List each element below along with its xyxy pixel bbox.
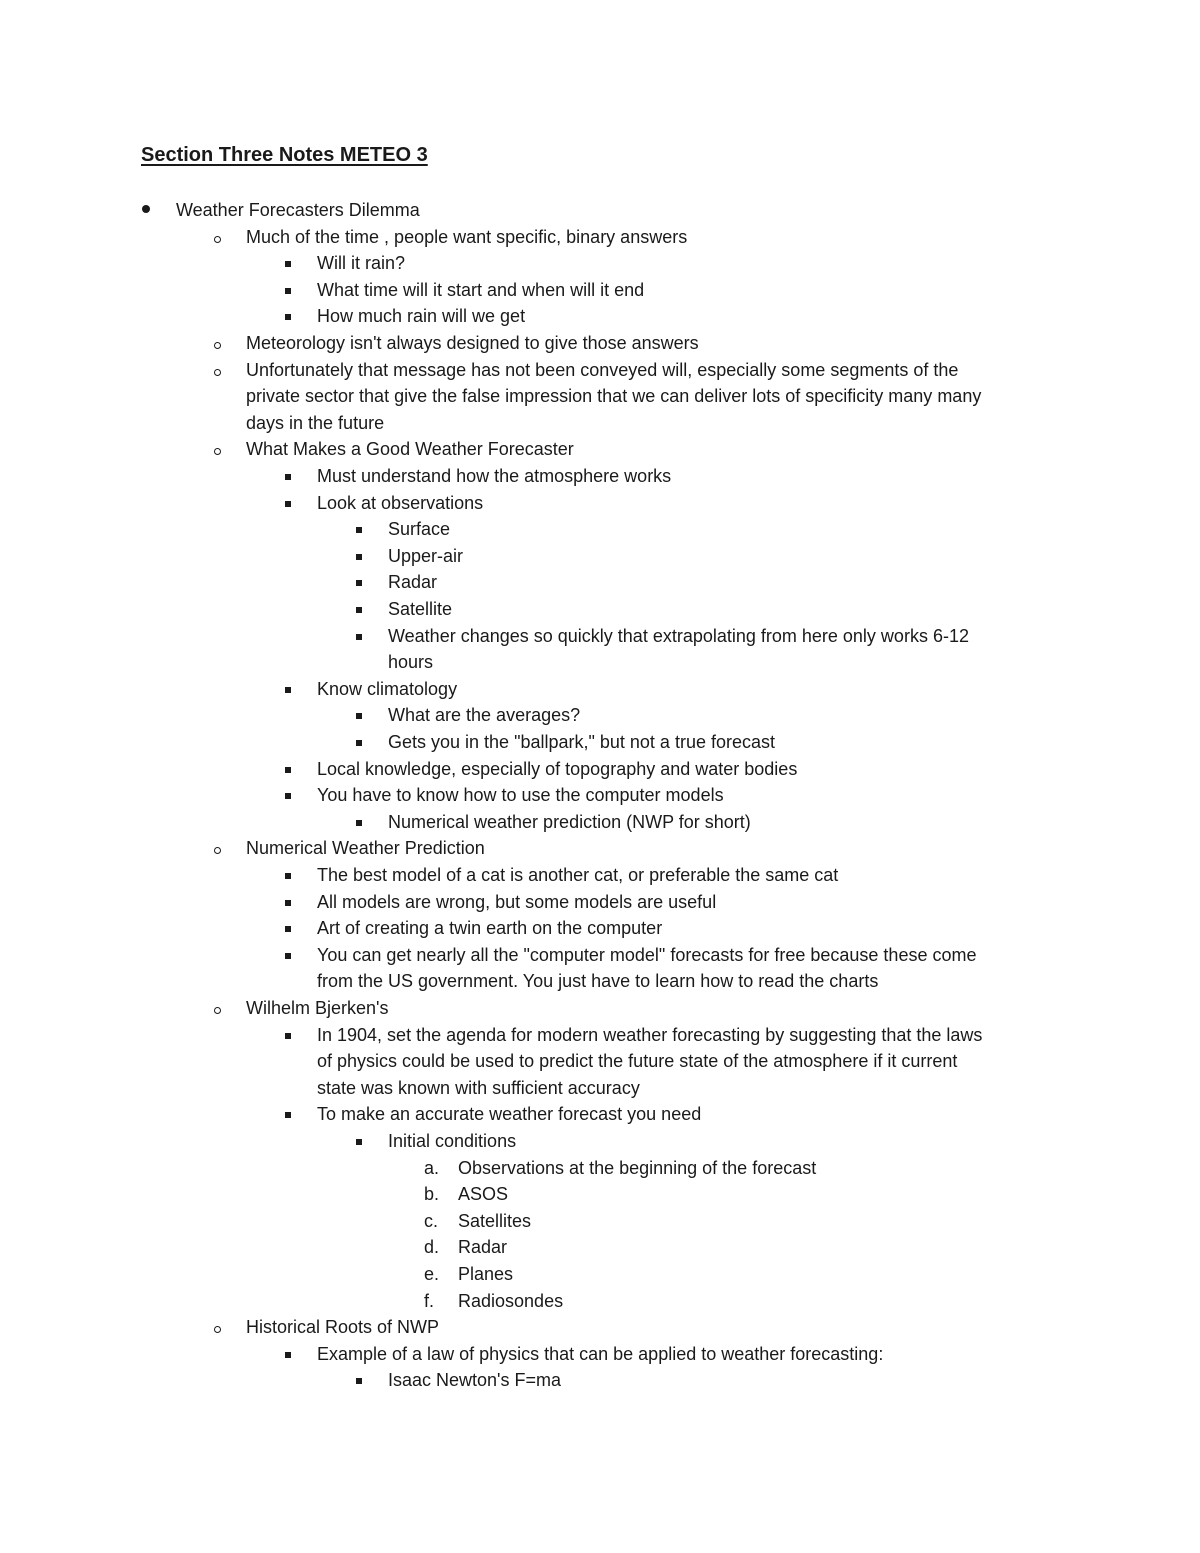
list-letter-marker: c. <box>424 1210 439 1231</box>
note-line: Must understand how the atmosphere works <box>317 466 672 486</box>
bullet-square-icon <box>285 474 291 480</box>
note-line: state was known with sufficient accuracy <box>317 1077 640 1098</box>
bullet-dot-icon <box>142 205 150 213</box>
bullet-circle-icon <box>214 236 221 243</box>
bullet-circle-icon <box>214 847 221 854</box>
bullet-square-icon <box>285 1033 291 1039</box>
note-line: Know climatology <box>317 678 458 699</box>
bullet-square-icon <box>356 1139 362 1145</box>
note-line: from the US government. You just have to learn how to read the charts <box>317 971 879 992</box>
bullet-square-icon <box>356 634 362 640</box>
note-line: Look at observations <box>317 492 484 513</box>
list-letter-marker: f. <box>424 1290 435 1311</box>
note-line: Upper-air <box>388 545 464 566</box>
bullet-square-icon <box>285 793 291 799</box>
note-line: ASOS <box>458 1184 509 1205</box>
note-line: What time will it start and when will it end <box>317 279 645 300</box>
note-line: Gets you in the "ballpark," but not a true forecast <box>388 732 775 752</box>
note-line: Satellite <box>388 599 453 619</box>
note-line: Radiosondes <box>458 1290 564 1311</box>
note-line: Local knowledge, especially of topography and water bodies <box>317 758 798 779</box>
bullet-circle-icon <box>214 1326 221 1333</box>
bullet-circle-icon <box>214 342 221 349</box>
list-letter-marker: a. <box>424 1157 440 1178</box>
bullet-square-icon <box>356 580 362 586</box>
note-line: Weather Forecasters Dilemma <box>176 200 420 220</box>
bullet-square-icon <box>285 501 291 507</box>
bullet-square-icon <box>356 820 362 826</box>
bullet-square-icon <box>356 607 362 613</box>
note-line: Meteorology isn't always designed to give those answers <box>246 333 699 353</box>
note-line: days in the future <box>246 412 385 433</box>
page-title: Section Three Notes METEO 3 <box>141 144 428 166</box>
bullet-square-icon <box>285 314 291 320</box>
list-letter-marker: d. <box>424 1237 440 1258</box>
note-line: Numerical Weather Prediction <box>246 838 485 859</box>
bullet-circle-icon <box>214 448 221 455</box>
note-line: Radar <box>458 1237 508 1258</box>
bullet-square-icon <box>356 1378 362 1384</box>
bullet-square-icon <box>285 900 291 906</box>
bullet-circle-icon <box>214 1007 221 1014</box>
bullet-square-icon <box>356 554 362 560</box>
note-line: Planes <box>458 1264 514 1284</box>
note-line: You have to know how to use the computer models <box>317 785 724 806</box>
note-line: What are the averages? <box>388 705 581 726</box>
note-line: Will it rain? <box>317 253 406 274</box>
note-line: Satellites <box>458 1210 532 1231</box>
bullet-square-icon <box>356 527 362 533</box>
note-line: The best model of a cat is another cat, or preferable the same cat <box>317 865 839 885</box>
note-line: Example of a law of physics that can be applied to weather forecasting: <box>317 1343 884 1364</box>
note-line: Numerical weather prediction (NWP for short) <box>388 811 751 832</box>
note-line: To make an accurate weather forecast you need <box>317 1104 702 1125</box>
note-line: Weather changes so quickly that extrapolating from here only works 6-12 <box>388 625 969 646</box>
note-line: Art of creating a twin earth on the computer <box>317 918 663 939</box>
note-line: All models are wrong, but some models are useful <box>317 891 717 912</box>
note-line: Isaac Newton's F=ma <box>388 1370 562 1391</box>
bullet-square-icon <box>285 953 291 959</box>
list-letter-marker: b. <box>424 1184 440 1205</box>
bullet-square-icon <box>285 926 291 932</box>
bullet-square-icon <box>285 288 291 294</box>
bullet-square-icon <box>285 1352 291 1358</box>
bullet-square-icon <box>285 767 291 773</box>
bullet-square-icon <box>356 713 362 719</box>
note-line: Unfortunately that message has not been conveyed will, especially some segments of the <box>246 359 959 380</box>
bullet-square-icon <box>356 740 362 746</box>
note-line: hours <box>388 652 434 673</box>
note-line: Radar <box>388 572 438 593</box>
note-line: Historical Roots of NWP <box>246 1317 440 1338</box>
list-letter-marker: e. <box>424 1264 440 1284</box>
bullet-square-icon <box>285 687 291 693</box>
bullet-square-icon <box>285 1112 291 1118</box>
note-line: Initial conditions <box>388 1131 517 1151</box>
note-line: In 1904, set the agenda for modern weather forecasting by suggesting that the laws <box>317 1024 983 1045</box>
note-line: How much rain will we get <box>317 306 526 327</box>
note-line: private sector that give the false impression that we can deliver lots of specificity many many <box>246 386 982 407</box>
bullet-circle-icon <box>214 369 221 376</box>
note-line: You can get nearly all the "computer model" forecasts for free because these come <box>317 944 977 965</box>
note-line: Observations at the beginning of the forecast <box>458 1157 817 1178</box>
note-line: Surface <box>388 519 451 540</box>
bullet-square-icon <box>285 261 291 267</box>
note-line: What Makes a Good Weather Forecaster <box>246 439 574 460</box>
bullet-square-icon <box>285 873 291 879</box>
note-line: Wilhelm Bjerken's <box>246 998 389 1018</box>
note-line: Much of the time , people want specific, binary answers <box>246 226 688 247</box>
note-line: of physics could be used to predict the future state of the atmosphere if it current <box>317 1051 958 1072</box>
